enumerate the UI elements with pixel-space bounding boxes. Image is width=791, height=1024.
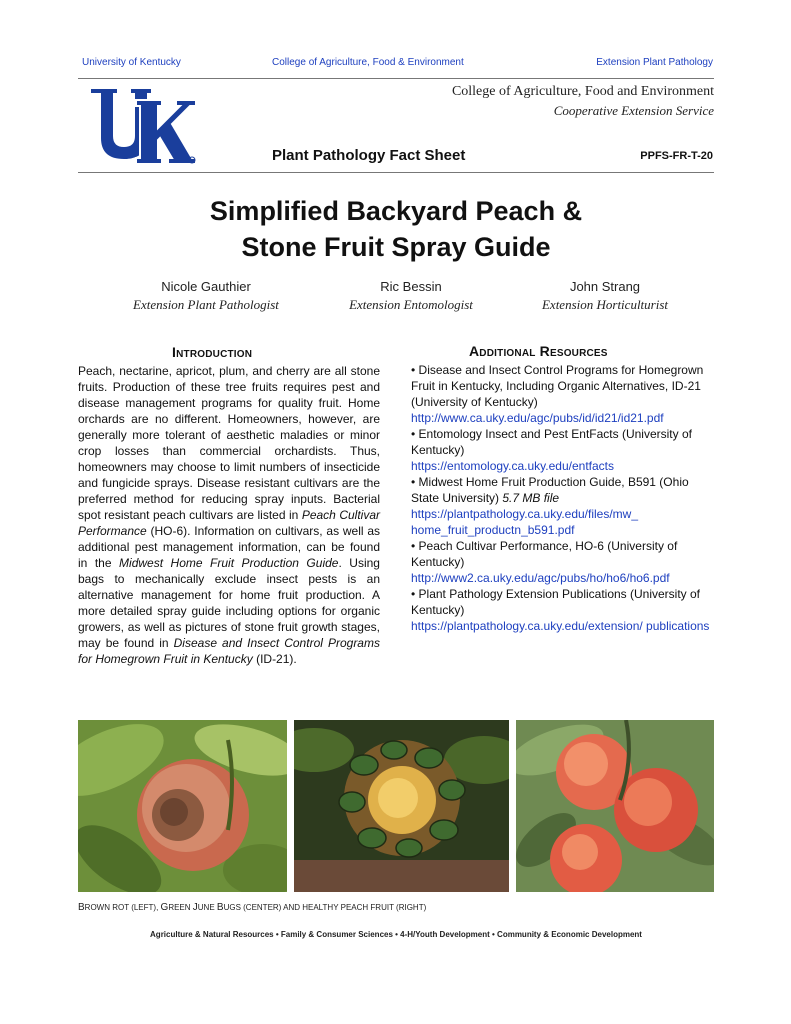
header-rule [78, 172, 714, 173]
resource-item: • Plant Pathology Extension Publications (University of Kentucky) https://plantpathology.ca.uky.edu/extension/ publications [411, 586, 717, 634]
author-name: John Strang [569, 279, 641, 294]
author-name: Ric Bessin [380, 279, 442, 294]
author-1 [106, 279, 306, 313]
resource-item: • Peach Cultivar Performance, HO-6 (University of Kentucky) http://www2.ca.uky.edu/agc/pubs/ho/ho6/ho6.pdf [411, 538, 717, 586]
link-plant-pathology[interactable]: Extension Plant Pathology [596, 57, 713, 68]
green-june-bugs-photo [294, 720, 509, 892]
link-college[interactable]: College of Agriculture, Food & Environment [272, 57, 464, 68]
resources-list [411, 362, 717, 634]
brown-rot-photo [78, 720, 287, 892]
resource-link[interactable]: http://www.ca.uky.edu/agc/pubs/id/id21/id21.pdf [411, 411, 664, 425]
introduction-text: Peach, nectarine, apricot, plum, and cherry are all stone fruits. Production of these tree fruits requires pest and disease management programs for quality fruit. Home orchards are no different. Homeowners, however, are generally more tolerant of aesthetic maladies or minor crop losses than commercial orchardists. Thus, homeowners may choose to limit numbers of insecticide and fungicide sprays. Disease resistant cultivars are the preferred method for reducing spray inputs. Bacterial spot resistant peach cultivars are listed in Peach Cultivar Performance (HO-6). Information on cultivars, as well as additional pest management information, can be found in the Midwest Home Fruit Production Guide. Using bags to mechanically exclude insect pests is an alternative management for home fruit production. A more detailed spray guide including options for organic growers, as well as pictures of stone fruit growth stages, may be found in Disease and Insect Control Programs for Homegrown Fruit in Kentucky (ID-21). [78, 364, 380, 666]
resource-item: • Midwest Home Fruit Production Guide, B591 (Ohio State University) 5.7 MB file https://plantpathology.ca.uky.edu/files/mw_ home_fruit_productn_b591.pdf [411, 474, 717, 538]
author-3 [505, 279, 705, 313]
service-line: Cooperative Extension Service [553, 103, 714, 118]
introduction-heading: Introduction [172, 344, 253, 360]
title-line-2: Stone Fruit Spray Guide [241, 232, 551, 262]
resource-link[interactable]: http://www2.ca.uky.edu/agc/pubs/ho/ho6/ho6.pdf [411, 571, 670, 585]
resource-link[interactable]: https://entomology.ca.uky.edu/entfacts [411, 459, 615, 473]
resource-link[interactable]: https://plantpathology.ca.uky.edu/files/mw_ home_fruit_productn_b591.pdf [411, 507, 639, 537]
author-name: Nicole Gauthier [161, 279, 251, 294]
footer-programs: Agriculture & Natural Resources • Family & Consumer Sciences • 4-H/Youth Development • Community & Economic Development [150, 930, 642, 939]
resource-item: • Disease and Insect Control Programs for Homegrown Fruit in Kentucky, Including Organic Alternatives, ID-21 (University of Kentucky) http://www.ca.uky.edu/agc/pubs/id/id21/id21.pdf [411, 362, 717, 426]
uk-logo [88, 86, 198, 168]
resources-heading: Additional Resources [469, 343, 608, 359]
author-role: Extension Horticulturist [541, 297, 669, 312]
top-rule [78, 78, 714, 79]
document-title [78, 193, 714, 265]
healthy-peach-photo [516, 720, 714, 892]
author-role: Extension Plant Pathologist [133, 297, 279, 312]
link-university[interactable]: University of Kentucky [82, 57, 181, 68]
top-links [82, 57, 713, 71]
author-role: Extension Entomologist [349, 297, 473, 312]
photo-caption: BROWN ROT (LEFT), GREEN JUNE BUGS (CENTER) AND HEALTHY PEACH FRUIT (RIGHT) [78, 902, 427, 913]
sheet-title: Plant Pathology Fact Sheet [272, 147, 466, 164]
title-line-1: Simplified Backyard Peach & [209, 196, 583, 226]
resource-link[interactable]: https://plantpathology.ca.uky.edu/extension/ publications [411, 619, 710, 633]
sheet-code: PPFS-FR-T-20 [640, 150, 713, 162]
author-2 [311, 279, 511, 313]
college-block [452, 84, 714, 119]
resource-item: • Entomology Insect and Pest EntFacts (University of Kentucky) https://entomology.ca.uky.edu/entfacts [411, 426, 717, 474]
college-line: College of Agriculture, Food and Environment [451, 84, 714, 99]
